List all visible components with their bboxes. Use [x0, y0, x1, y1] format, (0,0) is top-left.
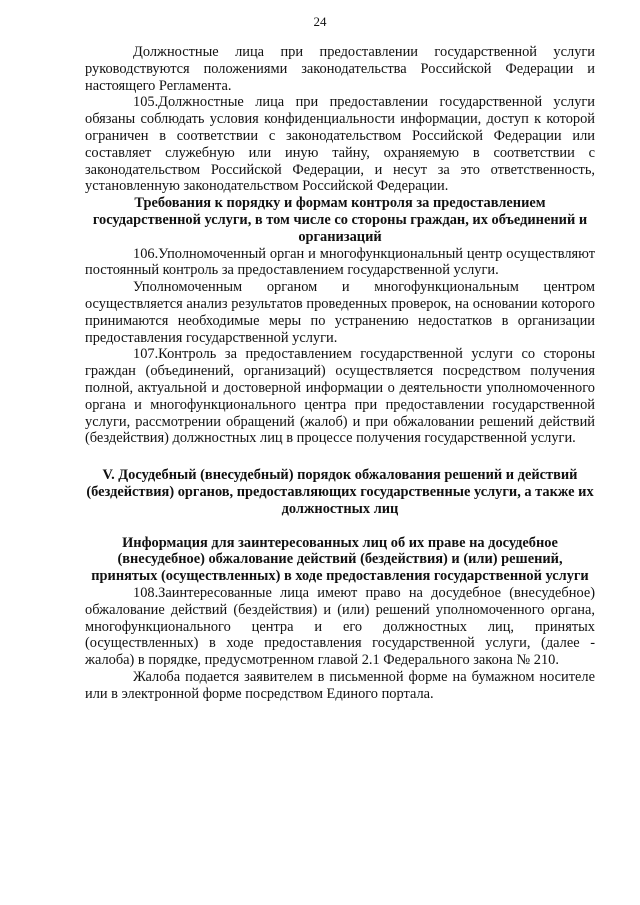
paragraph-108: 108.Заинтересованные лица имеют право на досудебное (внесудебное) обжалование действий (бездействия) и (или) решений уполномоченного органа, многофункционального центра и его должностных лиц, принятых (осуществленных) в ходе предоставления государственной услуги, (далее - жалоба) в порядке, предусмотренном главой 2.1 Федерального закона № 210.	[85, 584, 595, 669]
paragraph-106: 106.Уполномоченный орган и многофункциональный центр осуществляют постоянный контроль за предоставлением государственной услуги.	[85, 245, 595, 279]
paragraph-106-analysis: Уполномоченным органом и многофункциональным центром осуществляется анализ результатов проведенных проверок, на основании которого принимаются необходимые меры по устранению недостатков в организации предоставления государственной услуги.	[85, 279, 595, 346]
heading-control-requirements: Требования к порядку и формам контроля за предоставлением государственной услуги, в том числе со стороны граждан, их объединений и организаций	[92, 195, 588, 245]
paragraph-108-complaint: Жалоба подается заявителем в письменной форме на бумажном носителе или в электронной форме посредством Единого портала.	[85, 668, 595, 702]
paragraph-107: 107.Контроль за предоставлением государственной услуги со стороны граждан (объединений, организаций) осуществляется посредством получения полной, актуальной и достоверной информации о деятельности уполномоченного органа и многофункционального центра при предоставлении государственной услуги, рассмотрении обращений (жалоб) и при обжаловании решений действий (бездействия) должностных лиц в процессе получения государственной услуги.	[85, 346, 595, 447]
heading-section-5: V. Досудебный (внесудебный) порядок обжалования решений и действий (бездействия) органов, предоставляющих государственные услуги, а также их должностных лиц	[86, 467, 594, 517]
page-content	[85, 44, 595, 702]
paragraph-105: 105.Должностные лица при предоставлении государственной услуги обязаны соблюдать условия конфиденциальности информации, доступ к которой ограничен в соответствии с законодательством Российской Федерации или составляет служебную или иную тайну, охраняемую в соответствии с законодательством Российской Федерации, и несут за это ответственность, установленную законодательством Российской Федерации.	[85, 94, 595, 195]
paragraph-officials-guidance: Должностные лица при предоставлении государственной услуги руководствуются положениями законодательства Российской Федерации и настоящего Регламента.	[85, 44, 595, 94]
heading-appeal-information: Информация для заинтересованных лиц об их праве на досудебное (внесудебное) обжалование действий (бездействия) и (или) решений, принятых (осуществленных) в ходе предоставления государственной услуги	[91, 534, 589, 585]
page-number: 24	[313, 14, 327, 29]
